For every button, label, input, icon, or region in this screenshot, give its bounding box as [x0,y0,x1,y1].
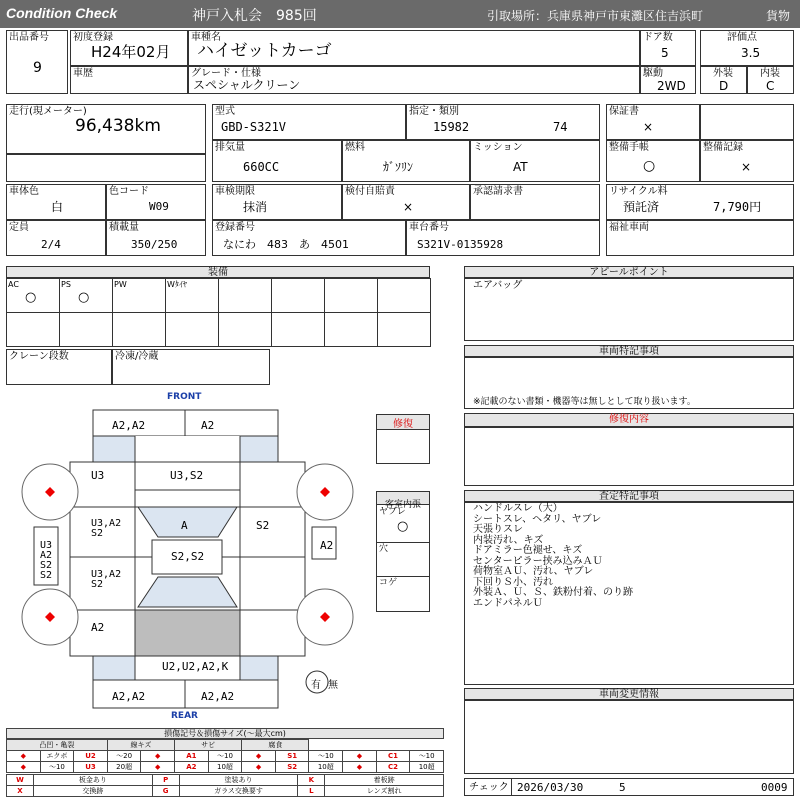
maint-record-value: × [741,160,752,174]
vehicle-category: 貨物 [766,9,791,23]
interior-value: C [766,79,775,93]
auction-name: 神戸入札会 985回 [192,8,317,24]
model-label: 型式 [215,106,235,117]
inspection-note-line: 内装汚れ、キズ [473,534,544,546]
mark-front-bumper-l: A2,A2 [112,419,146,432]
left-side-mark-line: S2 [40,570,53,581]
cargo-area [135,610,240,656]
legend-marker: ◆ [343,751,377,762]
load-value: 350/250 [131,238,178,251]
doors-value: 5 [661,46,669,60]
interior-label: 内装 [760,68,780,79]
legend-cell: 〜10 [208,751,242,762]
cabin-title-cell [377,492,429,510]
inspection-note-line: 下回りＳ小、汚れ [473,576,553,588]
reg-no-label: 登録番号 [215,222,255,233]
left-side-mark-line: U3 [40,540,53,551]
legend-marker: ◆ [343,762,377,773]
first-reg-value: H24年02月 [91,43,171,61]
check-date: 2026/03/30 [517,781,584,794]
exterior-label: 外装 [713,68,733,79]
legend-cell: C2 [376,762,410,773]
legend-group: サビ [175,740,242,751]
lot-number: 9 [33,60,42,76]
legend-cell: A2 [175,762,209,773]
mark-rear-gate: U2,U2,A2,K [162,660,229,673]
header-title: Condition Check [6,5,118,21]
mark-right-side: A2 [320,539,334,552]
legend-cell: S2 [275,762,309,773]
drive-label: 駆動 [643,68,663,79]
mark-fr-door: S2 [256,519,270,532]
cabin-title: 客室内張 [384,500,421,510]
legend-marker: ◆ [242,762,276,773]
recycle-fee: 7,790円 [713,200,762,214]
legend-cell: 〜10 [309,751,343,762]
cabin-divider-2 [377,576,429,577]
warranty-value: × [643,120,654,134]
inspection-notes-header: 査定特記事項 [464,490,794,502]
insurance-label: 検付自賠責 [345,186,395,197]
inspection-note-line: 荷物室ＡＵ、汚れ、ヤブレ [473,566,594,577]
legend-code-desc: 着板跡 [325,775,444,786]
type-code-label: 指定・類別 [409,106,459,117]
maintenance-value: ○ [643,158,656,174]
pickup-location: 引取場所：兵庫県神戸市東灘区住吉浜町 [487,9,704,23]
legend-marker: ◆ [141,751,175,762]
first-reg-label: 初度登録 [73,32,113,43]
inspection-note-line: エンドパネルＵ [473,597,543,609]
repair-box [376,414,430,464]
legend-code-desc: レンズ割れ [325,786,444,797]
legend-group: 腐食 [242,740,309,751]
equipment-label: PW [114,280,127,289]
inspection-note-line: 外装Ａ、Ｕ、Ｓ、鉄粉付着、のり跡 [473,587,633,598]
mark-left-side [40,541,52,581]
body-color-value: 白 [51,200,64,214]
legend-cell: 10超 [208,762,242,773]
inspection-value: 抹消 [243,200,268,214]
legend-marker: ◆ [7,762,41,773]
mark-front-bumper-r: A2 [201,419,215,432]
legend-group: 線キズ [107,740,174,751]
cabin-box [376,491,430,612]
drive-value: 2WD [657,79,686,93]
legend-cell: S1 [275,751,309,762]
history-label: 車歴 [73,68,93,79]
mark-fl-door: U3,A2 S2 [91,518,122,539]
legend-marker: ◆ [242,751,276,762]
appeal-header: アピールポイント [464,266,794,278]
insurance-value: × [403,200,414,214]
special-notes-header: 車両特記事項 [464,345,794,357]
cabin-burn-label: コゲ [379,578,398,588]
spare-tire-label: 有 [311,680,321,691]
front-label: FRONT [167,392,202,402]
legend-code: W [7,775,34,786]
rear-label: REAR [171,711,198,721]
color-code-value: W09 [149,200,169,213]
inspection-label: 車検期限 [215,186,255,197]
doors-label: ドア数 [643,32,673,43]
displacement-value: 660CC [243,160,280,174]
appeal-text: エアバッグ [473,280,523,291]
change-info-header: 車両変更情報 [464,688,794,700]
chassis-label: 車台番号 [409,222,449,233]
refrig-label: 冷凍/冷蔵 [115,351,159,362]
cabin-tear-mark: ○ [397,519,409,534]
legend-cell: 10超 [410,762,444,773]
cabin-divider-1 [377,542,429,543]
crane-label: クレーン段数 [9,351,69,362]
cabin-tear-label: ヤブレ [379,507,406,517]
mark-rear-bumper-l: A2,A2 [112,690,146,703]
fuel-label: 燃料 [345,142,365,153]
legend-cell: 10超 [309,762,343,773]
name-label: 車種名 [191,32,221,43]
grade-value: スペシャルクリーン [193,78,301,92]
legend-codes [6,774,444,797]
warranty-label: 保証書 [609,106,639,117]
special-notes-text: ※記載のない書類・機器等は無しとして取り扱います。 [473,397,696,407]
legend-code-desc: 交換跡 [34,786,153,797]
recycle-status: 預託済 [623,200,660,214]
legend-cell: 20超 [107,762,141,773]
mark-rl-door: U3,A2 S2 [91,569,122,590]
inspection-note-line: シートスレ、ヘタリ、ヤブレ [473,513,602,525]
inspection-note-line: センターピラー挟み込みＡＵ [473,555,603,567]
mark-center: S2,S2 [171,550,205,563]
equipment-label: Wﾀｲﾔ [167,280,187,289]
model-value: GBD-S321V [221,120,287,134]
legend-code: L [298,786,325,797]
inspection-note-line: ドアミラー色褪せ、キズ [473,545,583,556]
grade-label: グレード・仕様 [191,68,261,79]
welfare-label: 福祉車両 [609,222,649,233]
reg-no-value: なにわ 483 あ 4501 [223,238,349,251]
color-code-label: 色コード [109,186,149,197]
mark-rl-quarter: A2 [91,621,105,634]
repair-label: 修復 [393,418,413,430]
type-code-1: 15982 [433,120,470,134]
legend-marker: ◆ [7,751,41,762]
mission-value: AT [513,160,528,174]
exterior-value: D [719,79,729,93]
inspection-note-line: 天張りスレ [473,524,523,535]
left-side-mark-line: S2 [40,560,53,571]
legend-code: G [152,786,179,797]
displacement-label: 排気量 [215,142,245,153]
legend-code: K [298,775,325,786]
fuel-value: ｶﾞｿﾘﾝ [383,160,414,174]
legend-cell: 〜20 [107,751,141,762]
mileage-value: 96,438km [75,116,161,136]
legend-cell: U2 [74,751,108,762]
score-label: 評価点 [727,32,757,43]
legend-cell: 〜10 [40,762,74,773]
capacity-label: 定員 [9,222,29,233]
check-num: 5 [619,781,626,794]
legend-group: 凸凹・亀裂 [7,740,108,751]
check-id: 0009 [761,781,788,794]
chassis-value: S321V-0135928 [417,238,504,251]
mark-hood: U3,S2 [170,469,204,482]
mission-label: ミッション [473,142,523,153]
check-label: チェック [469,782,509,793]
spare-tire-none: 無 [328,680,338,691]
recycle-label: リサイクル料 [609,186,668,197]
equipment-mark: ○ [78,290,90,305]
maint-record-label: 整備記録 [703,142,743,153]
legend-cell: 〜10 [410,751,444,762]
legend-table [6,739,444,773]
equipment-header: 装備 [6,266,430,278]
legend-cell: C1 [376,751,410,762]
inspection-note-line: ハンドルスレ（大） [473,503,563,514]
equipment-mark: ○ [25,290,37,305]
repair-label-cell [377,415,429,430]
type-code-2: 74 [553,120,568,134]
lot-label: 出品番号 [9,32,49,43]
equipment-label: PS [61,280,71,289]
legend-title: 損傷記号＆損傷サイズ(〜最大cm) [6,728,444,739]
mark-rear-bumper-r: A2,A2 [201,690,235,703]
score-value: 3.5 [741,46,761,60]
legend-cell: A1 [175,751,209,762]
load-label: 積載量 [109,222,139,233]
approval-label: 承認請求書 [473,186,523,197]
vehicle-name: ハイゼットカーゴ [197,41,332,61]
legend-code-desc: 板金あり [34,775,153,786]
legend-code: X [7,786,34,797]
maintenance-label: 整備手帳 [609,142,649,153]
body-color-label: 車体色 [9,186,39,197]
legend-code-desc: 塗装あり [179,775,298,786]
legend-code: P [152,775,179,786]
legend-cell: U3 [74,762,108,773]
left-side-mark-line: A2 [40,550,53,561]
equipment-label: AC [8,280,19,289]
legend-marker: ◆ [141,762,175,773]
legend-code-desc: ガラス交換要す [179,786,298,797]
mark-roof: A [181,519,188,532]
mileage-label: 走行(現メーター) [9,106,87,117]
legend-cell: エクボ [40,751,74,762]
capacity-value: 2/4 [41,238,61,251]
repair-content-title: 修復内容 [609,414,649,425]
cabin-hole-label: 穴 [379,544,389,554]
mark-fl-fender: U3 [91,469,105,482]
